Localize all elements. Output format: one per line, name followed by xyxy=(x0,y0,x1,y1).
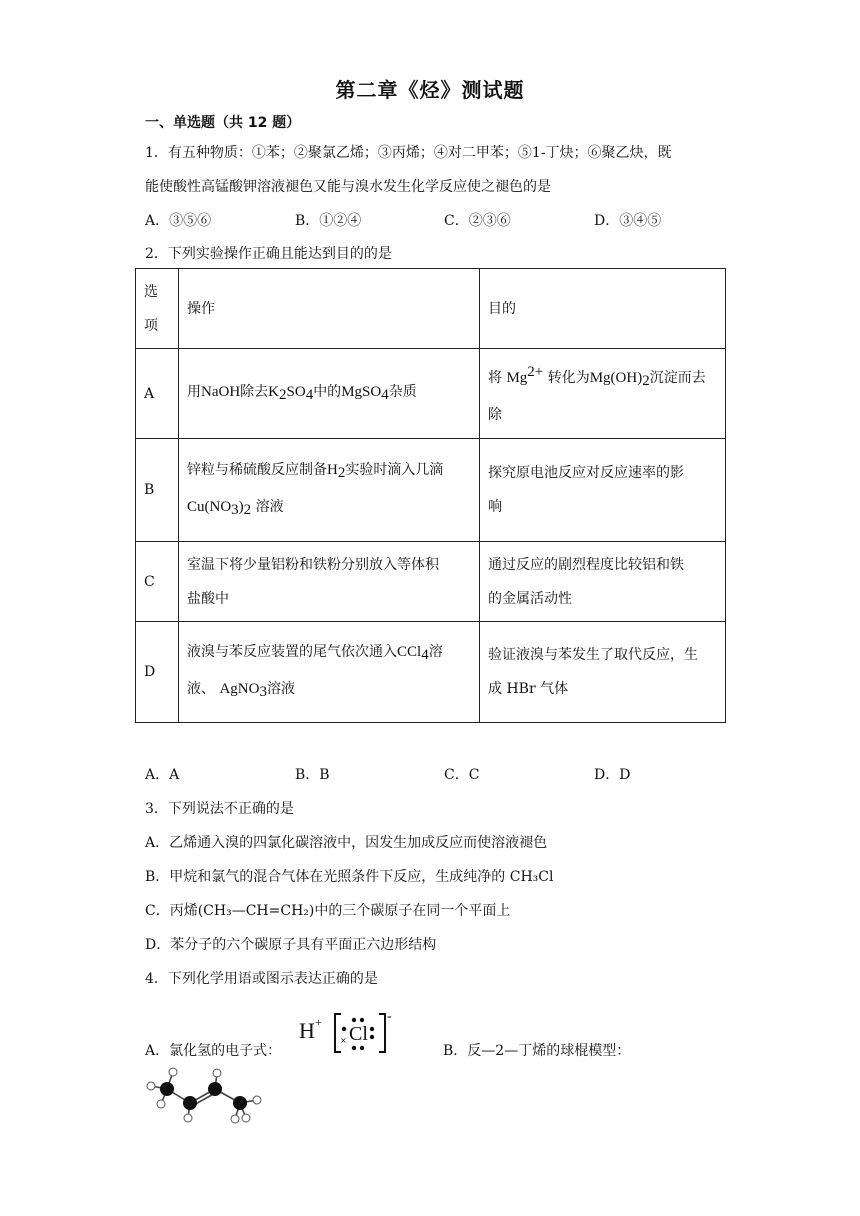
hcl-cl-symbol: Cl xyxy=(349,1023,368,1045)
hcl-h-symbol: H xyxy=(299,1018,315,1043)
header-operation-cell: 操作 xyxy=(179,269,480,349)
q3-option-a: A．乙烯通入溴的四氯化碳溶液中，因发生加成反应而使溶液褪色 xyxy=(145,835,548,851)
row-operation: 室温下将少量铝粉和铁粉分别放入等体积 盐酸中 xyxy=(179,542,480,622)
row-label: B xyxy=(136,439,179,542)
q2-option-b: B．B xyxy=(295,767,330,783)
q2-option-d: D．D xyxy=(594,767,631,783)
hcl-electron-formula xyxy=(297,1008,397,1056)
table-row xyxy=(136,349,726,439)
q1-stem-line2: 能使酸性高锰酸钾溶液褪色又能与溴水发生化学反应使之褪色的是 xyxy=(145,179,551,195)
section-heading: 一、单选题（共 12 题） xyxy=(145,115,301,131)
row-aim: 验证液溴与苯发生了取代反应，生 成 HBr 气体 xyxy=(480,622,726,723)
table-row xyxy=(136,622,726,723)
row-label: C xyxy=(136,542,179,622)
q3-option-b: B．甲烷和氯气的混合气体在光照条件下反应，生成纯净的 CH₃Cl xyxy=(145,869,554,885)
row-aim: 探究原电池反应对反应速率的影 响 xyxy=(480,439,726,542)
row-operation: 锌粒与稀硫酸反应制备H2实验时滴入几滴 Cu(NO3)2 溶液 xyxy=(179,439,480,542)
q1-stem-line1: 1．有五种物质：①苯；②聚氯乙烯；③丙烯；④对二甲苯；⑤1-丁炔；⑥聚乙炔，既 xyxy=(145,145,672,161)
table-row xyxy=(136,439,726,542)
q2-stem: 2．下列实验操作正确且能达到目的的是 xyxy=(145,246,392,262)
q1-option-b: B．①②④ xyxy=(295,213,362,229)
row-aim: 通过反应的剧烈程度比较铝和铁 的金属活动性 xyxy=(480,542,726,622)
row-label: A xyxy=(136,349,179,439)
row-aim: 将 Mg2+ 转化为Mg(OH)2沉淀而去 除 xyxy=(480,349,726,439)
q3-stem: 3．下列说法不正确的是 xyxy=(145,801,294,817)
bracket-left xyxy=(335,1014,341,1052)
table-header-row xyxy=(136,269,726,349)
q2-option-a: A．A xyxy=(145,767,180,783)
document-title: 第二章《烃》测试题 xyxy=(335,78,525,102)
hcl-minus-charge: - xyxy=(387,1009,392,1024)
row-label: D xyxy=(136,622,179,723)
row-operation: 液溴与苯反应装置的尾气依次通入CCl4溶 液、 AgNO3溶液 xyxy=(179,622,480,723)
trans-2-butene-ball-stick-model xyxy=(143,1064,268,1124)
q4-option-b: B．反—2—丁烯的球棍模型： xyxy=(443,1043,631,1059)
q2-table xyxy=(135,268,726,723)
q3-option-c: C．丙烯(CH₃—CH=CH₂)中的三个碳原子在同一个平面上 xyxy=(145,903,511,919)
q2-option-c: C．C xyxy=(444,767,480,783)
header-aim-cell: 目的 xyxy=(480,269,726,349)
hcl-plus-charge: + xyxy=(315,1015,322,1029)
q4-stem: 4．下列化学用语或图示表达正确的是 xyxy=(145,971,378,987)
row-operation: 用NaOH除去K2SO4中的MgSO4杂质 xyxy=(179,349,480,439)
electron-cross: × xyxy=(340,1036,347,1045)
bracket-right xyxy=(379,1014,385,1052)
q1-option-c: C．②③⑥ xyxy=(444,213,511,229)
q3-option-d: D．苯分子的六个碳原子具有平面正六边形结构 xyxy=(145,937,437,953)
header-option-cell: 选 项 xyxy=(136,269,179,349)
q4-option-a: A．氯化氢的电子式： xyxy=(145,1043,282,1059)
table-row xyxy=(136,542,726,622)
q1-option-d: D．③④⑤ xyxy=(594,213,662,229)
q1-option-a: A．③⑤⑥ xyxy=(145,213,212,229)
